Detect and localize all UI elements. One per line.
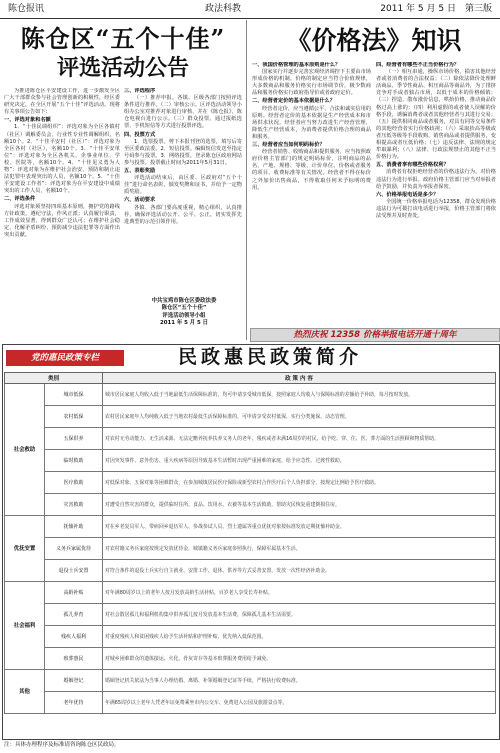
column-divider <box>246 20 247 340</box>
policy-category-cell: 婚姻登记 <box>45 670 103 692</box>
policy-category-cell: 退役士兵安置 <box>45 560 103 582</box>
table-row <box>5 648 496 670</box>
table-row <box>5 538 496 560</box>
table-row <box>5 428 496 450</box>
table-row <box>5 692 496 714</box>
left-article-column-2 <box>124 88 242 294</box>
signature-block <box>128 298 240 328</box>
body-paragraph: （一）推荐申报。各镇、区级各部门按照评选条件进行推荐。（二）审核公示。区评选活动领导小组办公室对推荐对象进行审核，并在《陈仓报》、陈仓电视台进行公示。（三）群众投票。通过报纸选票、手机短信等方式进行投票评选。 <box>124 95 242 130</box>
policy-category-cell: 高龄补贴 <box>45 582 103 604</box>
policy-content-cell: 城市居民家庭人均收入低于当地最低生活保障标准的，均可申请享受城市低保，按照家庭人均收入与保障标准的差额给予补助，每月按时发放。 <box>103 384 496 406</box>
section-heading: 一、评选对象和名额 <box>4 117 51 124</box>
table-row <box>5 472 496 494</box>
body-paragraph: 1．“十佳民调组织”：评选对象为全区各镇村（社区）调解委员会、行业性专业性调解组织，名额10个。2．“十佳平安村（社区）”：评选对象为全区各村（社区），名额10个。3．“十佳平安单位”：评选对象为全区各机关、企事业单位、学校、医院等，名额10个。4．“十佳见义勇为人物”：评选对象为在维护社会治安、预防和制止违法犯罪中表现突出的人员，名额10个。5．“十佳平安建设工作者”：评选对象为在平安建设中成绩突出的工作人员，名额10个。 <box>4 124 120 195</box>
table-row <box>5 406 496 428</box>
table-header-row <box>5 373 496 384</box>
policy-content-cell: 对城乡困难群众的遗体接运、火化、骨灰寄存等基本殡葬服务费用给予减免。 <box>103 648 496 670</box>
question-heading: 一、我国价格管理的基本原则是什么？ <box>252 62 341 68</box>
title-line-2: 评选活动公告 <box>56 55 189 81</box>
table-row <box>5 494 496 516</box>
right-article-column-1 <box>252 62 371 324</box>
body-paragraph: 评选活动结束后，由区委、区政府对“五个十佳”进行命名表彰，颁发奖牌和证书，并给予一定物质奖励。 <box>124 175 242 196</box>
header-category: 类别 <box>5 373 103 384</box>
answer-paragraph: 国家实行并逐步完善宏观经济调控下主要由市场形成价格的机制。价格的制定应当符合价值规律，大多数商品和服务价格实行市场调节价，极少数商品和服务价格实行政府指导价或者政府定价。 <box>252 69 371 97</box>
table-row <box>5 384 496 406</box>
section-name-cell: 优抚安置 <box>5 516 45 582</box>
policy-table <box>4 372 496 714</box>
section-name-cell: 社会救助 <box>5 384 45 516</box>
policy-category-cell: 义务兵家属优待 <box>45 538 103 560</box>
left-article-title <box>4 24 242 82</box>
title-line-1: 陈仓区“五个十佳” <box>20 24 226 53</box>
table-row <box>5 516 496 538</box>
policy-category-cell: 老年优待 <box>45 692 103 714</box>
policy-category-cell: 医疗救助 <box>45 472 103 494</box>
policy-content-cell: 对符合条件的退役士兵实行自主就业、安排工作、退休、供养等方式妥善安置，发放一次性经济补助金。 <box>103 560 496 582</box>
question-heading: 二、经营者定价的基本依据是什么？ <box>252 98 336 105</box>
signature-date: 2011 年 5 月 5 日 <box>159 320 209 327</box>
policy-category-cell: 灾害救助 <box>45 494 103 516</box>
question-heading: 四、经营者有哪些不正当价格行为？ <box>376 62 460 68</box>
issue-info <box>380 0 492 18</box>
right-article-column-2 <box>376 62 496 324</box>
section-heading: 六、活动要求 <box>124 197 156 204</box>
question-heading: 六、价格举报电话是多少？ <box>376 191 439 198</box>
body-paragraph: 各镇、各部门要高度重视，精心组织，认真推荐，确保评选活动公开、公平、公正，切实发挥先进典型的示范引领作用。 <box>124 204 242 225</box>
section-name-cell: 社会福利 <box>5 582 45 670</box>
policy-content-cell: 对农村籍义务兵家庭按规定发放优待金，城镇籍义务兵家庭参照执行，保障军属基本生活。 <box>103 538 496 560</box>
signature-org: 评选活动领导小组 <box>162 312 206 319</box>
answer-paragraph: 经营者定价，应当遵循公平、合法和诚实信用的原则。经营者定价的基本依据是生产经营成本和市场供求状况。经营者应当努力改进生产经营管理，降低生产经营成本，为消费者提供价格合理的商品和服务。 <box>252 105 371 140</box>
policy-table-body <box>5 384 496 714</box>
table-row <box>5 626 496 648</box>
footnote: 注：具体办理程序及标准请咨询陈仓区民政局。 <box>4 742 120 748</box>
policy-content-cell: 对因突发事件、意外伤害、重大疾病等原因导致基本生活暂时出现严重困难的家庭，给予应急性、过渡性救助。 <box>103 450 496 472</box>
table-row <box>5 604 496 626</box>
body-paragraph: 1．选票投票。剪下本报刊登的选票，填写后寄至区委政法委。2．短信投票。编辑短信发送至指定号码参与投票。3．网络投票。登录陈仓区政府网站参与投票。投票截止时间为2011年5月31日。 <box>124 138 242 166</box>
intro-paragraph: 为推进陈仓区平安建设工作，进一步激发全区广大干部群众参与社会管理创新的积极性，经区委研究决定，在全区开展“五个十佳”评选活动。现将有关事项公告如下： <box>4 88 120 116</box>
answer-paragraph: 经营者销售、收购商品和提供服务，应当按照政府价格主管部门的规定明码标价，注明商品的品名、产地、规格、等级、计价单位、价格或者服务的项目、收费标准等有关情况。经营者不得在标价之外加价出售商品，不得收取任何未予标明的费用。 <box>252 149 371 191</box>
table-row <box>5 560 496 582</box>
right-article-title: 《价格法》知识 <box>286 26 462 55</box>
policy-content-cell: 对社会散居孤儿和福利机构集中供养孤儿按月发放基本生活费，保障孤儿基本生活需要。 <box>103 604 496 626</box>
policy-content-cell: 对在乡老复员军人、带病回乡退伍军人、参战参试人员、烈士遗属等重点优抚对象按标准发放定期抚恤补助金。 <box>103 516 496 538</box>
signature-org: 陈仓区“五个十佳” <box>161 305 207 312</box>
answer-paragraph: 消费者有权拒绝经营者的价格违法行为，对价格违法行为进行举报。政府价格主管部门应当对举报者给予鼓励，并负责为举报者保密。 <box>376 169 496 190</box>
body-paragraph: 评选对象须坚持四项基本原则，拥护党的路线方针政策，遵纪守法，作风正派；认真履行职责，工作成效显著，得到群众广泛认可；在维护社会稳定、化解矛盾纠纷、预防减少违法犯罪等方面作出突出贡献。 <box>4 203 120 238</box>
signature-org: 中共宝鸡市陈仓区委政法委 <box>151 298 217 304</box>
page-number: 第三版 <box>464 4 492 14</box>
policy-content-cell: 对年满80周岁以上的老年人按月发放高龄生活补贴，百岁老人享受长寿补贴。 <box>103 582 496 604</box>
policy-category-cell: 临时救助 <box>45 450 103 472</box>
answer-paragraph: 全国统一价格举报电话为12358，群众发现价格违法行为可拨打该电话进行举报，价格主管部门将依法受理并及时查处。 <box>376 198 496 219</box>
policy-category-cell: 抚恤补助 <box>45 516 103 538</box>
policy-content-cell: 对农村无劳动能力、无生活来源、无法定赡养抚养扶养义务人的老年、残疾或者未满16周岁的村民，给予吃、穿、住、医、葬方面的生活照顾和物质帮助。 <box>103 428 496 450</box>
policy-column-badge: 党的惠民政策专栏 <box>6 350 124 366</box>
policy-content-cell: 对低保对象、五保对象等困难群众，在参加城镇居民医疗保险或新型农村合作医疗后个人负担部分，按规定比例给予医疗救助。 <box>103 472 496 494</box>
answer-paragraph: （一）相互串通，操纵市场价格，损害其他经营者或者消费者的合法权益；（二）除依法降价处理鲜活商品、季节性商品、积压商品等商品外，为了排挤竞争对手或者独占市场，以低于成本的价格倾销；（三）捏造、散布涨价信息，哄抬价格，推动商品价格过高上涨的；（四）利用虚假的或者使人误解的价格手段，诱骗消费者或者其他经营者与其进行交易；（五）提供相同商品或者服务，对具有同等交易条件的其他经营者实行价格歧视；（六）采取抬高等级或者压低等级等手段收购、销售商品或者提供服务，变相提高或者压低价格；（七）违反法律、法规的规定牟取暴利；（八）法律、行政法规禁止的其他不正当价格行为。 <box>376 69 496 161</box>
table-row <box>5 450 496 472</box>
section-name: 政法科教 <box>205 4 242 14</box>
table-row <box>5 582 496 604</box>
policy-content-cell: 农村居民家庭年人均纯收入低于当地农村最低生活保障标准的，可申请享受农村低保，实行分类施保、动态管理。 <box>103 406 496 428</box>
section-heading: 五、表彰奖励 <box>124 168 156 175</box>
policy-category-cell: 城市低保 <box>45 384 103 406</box>
policy-section-title: 民政惠民政策简介 <box>177 346 362 368</box>
issue-date: 2011 年 5 月 5 日 <box>380 4 456 14</box>
table-row <box>5 670 496 692</box>
header-content: 政 策 内 容 <box>103 373 496 384</box>
policy-category-cell: 五保供养 <box>45 428 103 450</box>
hotline-banner: 热烈庆祝 12358 价格举报电话开通十周年 <box>250 328 500 342</box>
section-heading: 二、评选条件 <box>4 196 36 203</box>
section-name-cell: 其他 <box>5 670 45 714</box>
section-heading: 三、评选程序 <box>124 88 156 94</box>
policy-category-cell: 农村低保 <box>45 406 103 428</box>
paper-name: 陈仓报讯 <box>8 4 45 14</box>
policy-content-cell: 对遭受自然灾害的群众，提供临时住所、食品、饮用水、衣被等基本生活救助，帮助灾民恢复重建倒损住房。 <box>103 494 496 516</box>
policy-content-cell: 对重度残疾人和贫困残疾人给予生活补贴和护理补贴，优先纳入低保范围。 <box>103 626 496 648</box>
section-heading: 四、投票方式 <box>124 131 156 138</box>
policy-category-cell: 残疾人福利 <box>45 626 103 648</box>
question-heading: 五、消费者享有哪些价格权利？ <box>376 162 449 169</box>
policy-category-cell: 孤儿养育 <box>45 604 103 626</box>
question-heading: 三、经营者应当如何明码标价？ <box>252 142 325 149</box>
policy-content-cell: 婚姻登记机关依法为当事人办理结婚、离婚、补领婚姻登记证等手续，严格执行收费标准。 <box>103 670 496 692</box>
policy-category-cell: 殡葬惠民 <box>45 648 103 670</box>
masthead <box>0 0 500 19</box>
left-article-column-1 <box>4 88 120 334</box>
policy-content-cell: 年满65周岁以上老年人凭老年证免费乘坐市内公交车、免费进入公园及旅游景点等。 <box>103 692 496 714</box>
